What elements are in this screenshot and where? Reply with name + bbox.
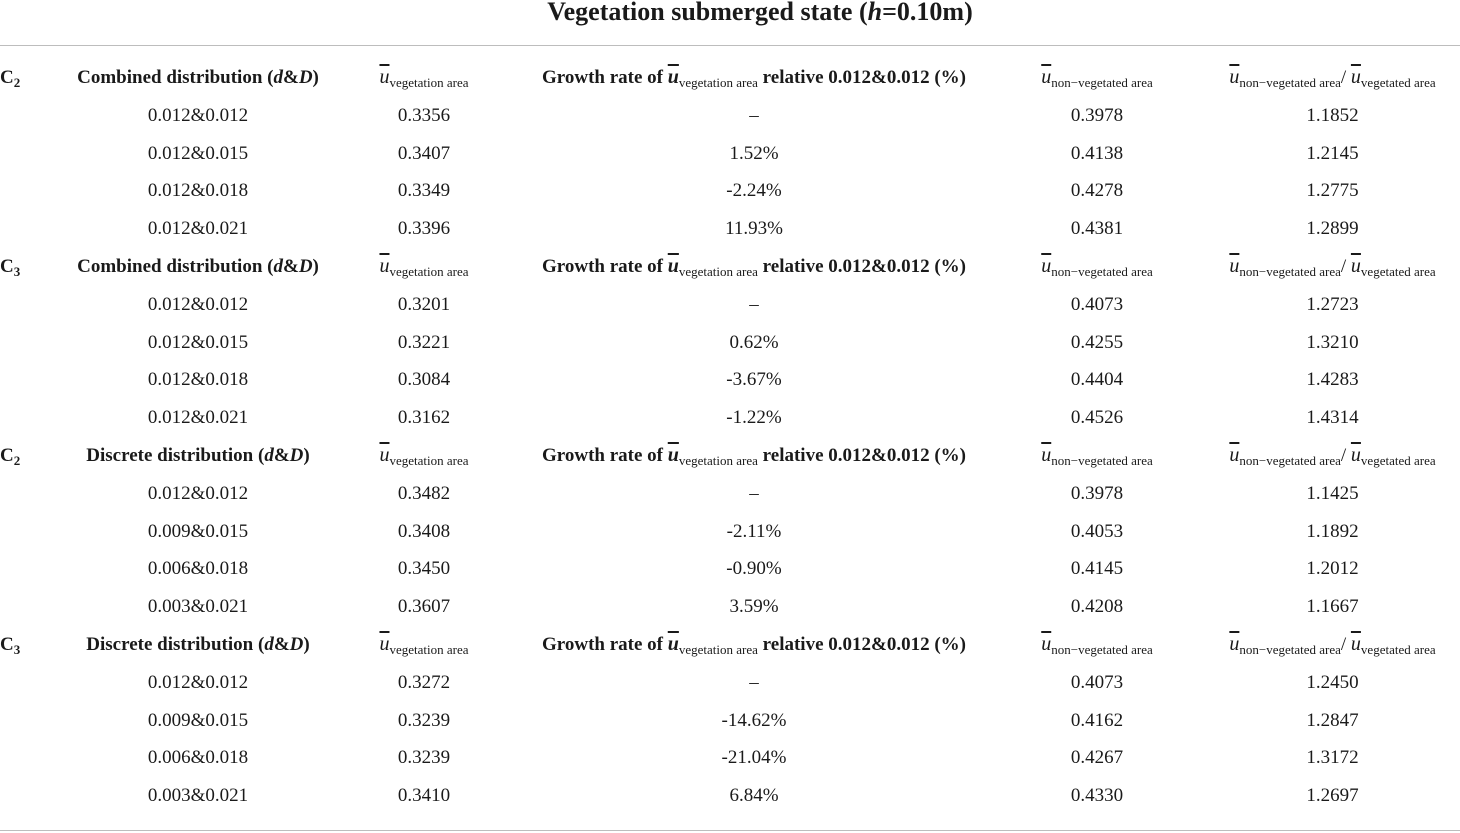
cell-ratio: 1.1852 bbox=[1306, 104, 1359, 126]
u-non-vegetated-area-header: $\overline{u}_{non-vegetated area}$ bbox=[1041, 66, 1153, 90]
table-row bbox=[0, 777, 1460, 814]
cell-combination: 0.006&0.018 bbox=[147, 747, 249, 769]
cell-growth-rate: 11.93% bbox=[725, 218, 783, 240]
cell-u-non-vegetated: 0.4073 bbox=[1070, 293, 1124, 315]
condition-label: $C_3$ bbox=[0, 634, 21, 657]
ratio-header: $\overline{u}_{non-vegetated area}/$ $\overline{u}_{vegetated area}$ bbox=[1229, 255, 1436, 279]
u-vegetation-area-header: $\overline{u}_{vegetation area}$ bbox=[379, 255, 469, 279]
cell-growth-rate: -14.62% bbox=[721, 709, 787, 731]
section-header-row bbox=[0, 59, 1460, 96]
table-row bbox=[0, 550, 1460, 587]
table-row bbox=[0, 286, 1460, 323]
u-vegetation-area-header: $\overline{u}_{vegetation area}$ bbox=[379, 444, 469, 468]
cell-u-non-vegetated: 0.3978 bbox=[1070, 482, 1124, 504]
cell-growth-rate: -2.11% bbox=[726, 520, 782, 542]
cell-ratio: 1.1892 bbox=[1306, 520, 1359, 542]
cell-u-non-vegetated: 0.4267 bbox=[1070, 747, 1124, 769]
cell-ratio: 1.2847 bbox=[1306, 709, 1359, 731]
cell-u-vegetation: 0.3356 bbox=[397, 104, 451, 126]
cell-u-vegetation: 0.3407 bbox=[397, 142, 451, 164]
cell-growth-rate: -0.90% bbox=[726, 558, 782, 580]
section-header-row bbox=[0, 437, 1460, 474]
ratio-header: $\overline{u}_{non-vegetated area}/$ $\overline{u}_{vegetated area}$ bbox=[1229, 66, 1436, 90]
distribution-header: Discrete distribution (d&D) bbox=[86, 634, 310, 655]
table-row bbox=[0, 739, 1460, 776]
table-row bbox=[0, 324, 1460, 361]
cell-u-non-vegetated: 0.4255 bbox=[1070, 331, 1124, 353]
cell-u-non-vegetated: 0.4381 bbox=[1070, 218, 1124, 240]
growth-rate-header: Growth rate of $\overline{u}_{vegetation area}$ relative 0.012&0.012 (%) bbox=[541, 633, 966, 657]
cell-ratio: 1.2012 bbox=[1306, 558, 1359, 580]
cell-ratio: 1.1425 bbox=[1306, 482, 1359, 504]
cell-combination: 0.009&0.015 bbox=[147, 520, 249, 542]
cell-u-vegetation: 0.3607 bbox=[397, 596, 451, 618]
cell-ratio: 1.2775 bbox=[1306, 180, 1359, 202]
table-row bbox=[0, 513, 1460, 550]
cell-u-vegetation: 0.3349 bbox=[397, 180, 451, 202]
cell-growth-rate: – bbox=[749, 293, 759, 315]
cell-ratio: 1.2450 bbox=[1306, 671, 1359, 693]
cell-u-non-vegetated: 0.4138 bbox=[1070, 142, 1124, 164]
distribution-header: Combined distribution (d&D) bbox=[77, 256, 319, 277]
table-row bbox=[0, 135, 1460, 172]
cell-growth-rate: -3.67% bbox=[726, 369, 782, 391]
bottom-rule bbox=[0, 830, 1460, 831]
cell-u-non-vegetated: 0.4526 bbox=[1070, 407, 1124, 429]
title-suffix: =0.10m) bbox=[882, 0, 973, 26]
cell-u-vegetation: 0.3221 bbox=[397, 331, 451, 353]
cell-ratio: 1.2697 bbox=[1306, 785, 1359, 807]
cell-combination: 0.012&0.021 bbox=[147, 218, 249, 240]
condition-label: $C_3$ bbox=[0, 256, 21, 279]
cell-u-vegetation: 0.3450 bbox=[397, 558, 451, 580]
title-variable: h bbox=[867, 0, 883, 26]
cell-combination: 0.012&0.018 bbox=[147, 369, 249, 391]
cell-growth-rate: 1.52% bbox=[729, 142, 779, 164]
cell-u-vegetation: 0.3084 bbox=[397, 369, 451, 391]
cell-growth-rate: 0.62% bbox=[729, 331, 779, 353]
cell-combination: 0.012&0.012 bbox=[147, 293, 249, 315]
table-row bbox=[0, 172, 1460, 209]
cell-u-non-vegetated: 0.4208 bbox=[1070, 596, 1124, 618]
u-vegetation-area-header: $\overline{u}_{vegetation area}$ bbox=[379, 66, 469, 90]
cell-ratio: 1.3172 bbox=[1306, 747, 1359, 769]
u-non-vegetated-area-header: $\overline{u}_{non-vegetated area}$ bbox=[1041, 255, 1153, 279]
section-header-row bbox=[0, 248, 1460, 285]
u-non-vegetated-area-header: $\overline{u}_{non-vegetated area}$ bbox=[1041, 633, 1153, 657]
cell-combination: 0.003&0.021 bbox=[147, 785, 249, 807]
table-row bbox=[0, 399, 1460, 436]
top-rule bbox=[0, 45, 1460, 46]
table-row bbox=[0, 97, 1460, 134]
cell-combination: 0.012&0.012 bbox=[147, 671, 249, 693]
cell-u-non-vegetated: 0.4073 bbox=[1070, 671, 1124, 693]
cell-u-vegetation: 0.3239 bbox=[397, 747, 451, 769]
u-non-vegetated-area-header: $\overline{u}_{non-vegetated area}$ bbox=[1041, 444, 1153, 468]
cell-growth-rate: – bbox=[749, 482, 759, 504]
cell-u-vegetation: 0.3239 bbox=[397, 709, 451, 731]
growth-rate-header: Growth rate of $\overline{u}_{vegetation area}$ relative 0.012&0.012 (%) bbox=[541, 66, 966, 90]
u-vegetation-area-header: $\overline{u}_{vegetation area}$ bbox=[379, 633, 469, 657]
cell-u-non-vegetated: 0.3978 bbox=[1070, 104, 1124, 126]
cell-ratio: 1.2723 bbox=[1306, 293, 1359, 315]
cell-u-vegetation: 0.3162 bbox=[397, 407, 451, 429]
cell-u-non-vegetated: 0.4145 bbox=[1070, 558, 1124, 580]
table-row bbox=[0, 664, 1460, 701]
cell-growth-rate: 3.59% bbox=[729, 596, 779, 618]
ratio-header: $\overline{u}_{non-vegetated area}/$ $\overline{u}_{vegetated area}$ bbox=[1229, 633, 1436, 657]
cell-combination: 0.006&0.018 bbox=[147, 558, 249, 580]
table-row bbox=[0, 475, 1460, 512]
cell-combination: 0.012&0.012 bbox=[147, 482, 249, 504]
cell-combination: 0.009&0.015 bbox=[147, 709, 249, 731]
cell-u-non-vegetated: 0.4053 bbox=[1070, 520, 1124, 542]
section-header-row bbox=[0, 626, 1460, 663]
cell-combination: 0.012&0.021 bbox=[147, 407, 249, 429]
growth-rate-header: Growth rate of $\overline{u}_{vegetation area}$ relative 0.012&0.012 (%) bbox=[541, 255, 966, 279]
cell-u-vegetation: 0.3410 bbox=[397, 785, 451, 807]
table-row bbox=[0, 361, 1460, 398]
cell-growth-rate: 6.84% bbox=[729, 785, 779, 807]
cell-u-vegetation: 0.3408 bbox=[397, 520, 451, 542]
distribution-header: Combined distribution (d&D) bbox=[77, 67, 319, 88]
cell-ratio: 1.1667 bbox=[1306, 596, 1359, 618]
cell-ratio: 1.2145 bbox=[1306, 142, 1359, 164]
table-row bbox=[0, 702, 1460, 739]
cell-growth-rate: -21.04% bbox=[721, 747, 787, 769]
cell-growth-rate: – bbox=[749, 671, 759, 693]
table-title bbox=[0, 0, 1460, 30]
cell-growth-rate: -1.22% bbox=[726, 407, 782, 429]
cell-combination: 0.012&0.015 bbox=[147, 331, 249, 353]
cell-combination: 0.012&0.012 bbox=[147, 104, 249, 126]
cell-ratio: 1.4283 bbox=[1306, 369, 1359, 391]
cell-growth-rate: – bbox=[749, 104, 759, 126]
cell-ratio: 1.4314 bbox=[1306, 407, 1359, 429]
cell-ratio: 1.3210 bbox=[1306, 331, 1359, 353]
cell-combination: 0.003&0.021 bbox=[147, 596, 249, 618]
cell-u-vegetation: 0.3482 bbox=[397, 482, 451, 504]
growth-rate-header: Growth rate of $\overline{u}_{vegetation area}$ relative 0.012&0.012 (%) bbox=[541, 444, 966, 468]
cell-u-non-vegetated: 0.4278 bbox=[1070, 180, 1124, 202]
cell-u-non-vegetated: 0.4404 bbox=[1070, 369, 1124, 391]
cell-u-non-vegetated: 0.4330 bbox=[1070, 785, 1124, 807]
title-prefix: Vegetation submerged state ( bbox=[547, 0, 868, 26]
cell-u-vegetation: 0.3396 bbox=[397, 218, 451, 240]
cell-u-non-vegetated: 0.4162 bbox=[1070, 709, 1124, 731]
cell-u-vegetation: 0.3272 bbox=[397, 671, 451, 693]
cell-u-vegetation: 0.3201 bbox=[397, 293, 451, 315]
condition-label: $C_2$ bbox=[0, 445, 21, 468]
distribution-header: Discrete distribution (d&D) bbox=[86, 445, 310, 466]
cell-combination: 0.012&0.018 bbox=[147, 180, 249, 202]
cell-growth-rate: -2.24% bbox=[726, 180, 782, 202]
ratio-header: $\overline{u}_{non-vegetated area}/$ $\overline{u}_{vegetated area}$ bbox=[1229, 444, 1436, 468]
table-row bbox=[0, 210, 1460, 247]
cell-ratio: 1.2899 bbox=[1306, 218, 1359, 240]
condition-label: $C_2$ bbox=[0, 67, 21, 90]
table-row bbox=[0, 588, 1460, 625]
cell-combination: 0.012&0.015 bbox=[147, 142, 249, 164]
